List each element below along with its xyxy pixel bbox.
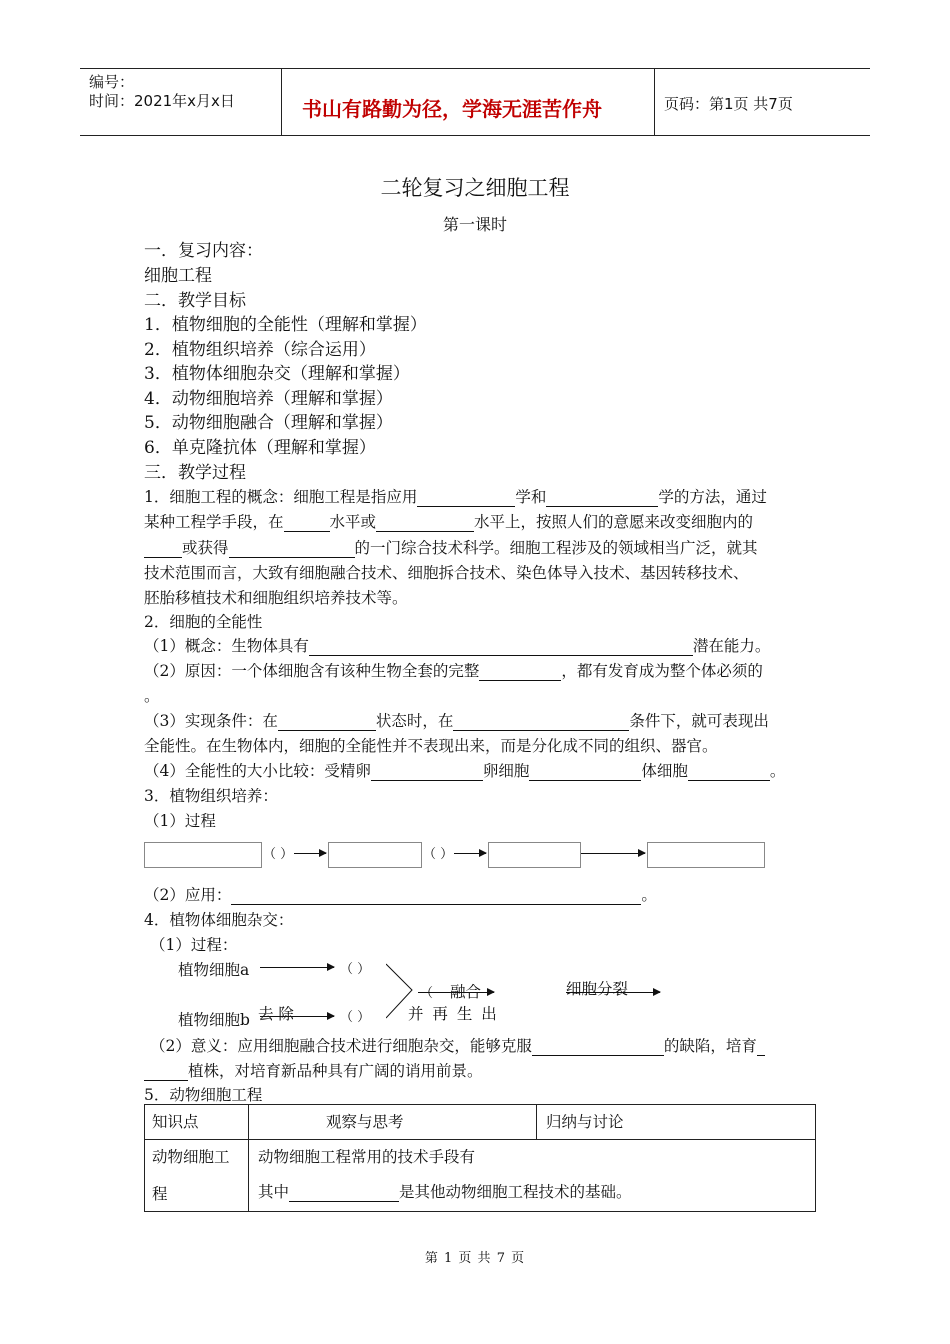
arrow-cell-a (260, 967, 334, 968)
concept-line-1: 1．细胞工程的概念：细胞工程是指应用 学和 学的方法，通过 (144, 488, 767, 506)
doc-title: 二轮复习之细胞工程 (380, 176, 570, 200)
totipotency-heading: 2．细胞的全能性 (144, 613, 263, 631)
goal-item: 4．动物细胞培养（理解和掌握） (144, 389, 393, 409)
paren-c: （ (420, 986, 434, 1001)
hybridization-process-label: （1）过程： (150, 936, 238, 954)
code-label: 编号： (89, 73, 135, 91)
animal-cell-heading: 5．动物细胞工程 (144, 1086, 263, 1104)
doc-subtitle: 第一课时 (442, 215, 507, 234)
table-row-label-1: 动物细胞工 (152, 1148, 230, 1166)
section-1-body: 细胞工程 (144, 266, 212, 286)
concept-line-5: 胚胎移植技术和细胞组织培养技术等。 (144, 589, 408, 607)
plant-cell-b: 植物细胞b (178, 1011, 250, 1029)
page-info: 页码：第1页 共7页 (664, 95, 793, 113)
table-header-observe: 观察与思考 (326, 1113, 404, 1131)
regenerate-label: 并 再 生 出 (408, 1005, 499, 1023)
paren-b: （ ） (340, 1010, 371, 1025)
paren-a: （ ） (340, 962, 371, 977)
table-header-knowledge: 知识点 (152, 1113, 199, 1131)
concept-line-3: 或获得 的一门综合技术科学。细胞工程涉及的领域相当广泛，就其 (144, 536, 758, 558)
flow-box-2 (328, 842, 422, 868)
goal-item: 6．单克隆抗体（理解和掌握） (144, 438, 376, 458)
totipotency-compare: （4）全能性的大小比较：受精卵 卵细胞 体细胞 。 (144, 762, 786, 780)
goal-item: 5．动物细胞融合（理解和掌握） (144, 413, 393, 433)
footer-page-number: 第 1 页 共 7 页 (424, 1251, 526, 1266)
motto: 书山有路勤为径，学海无涯苦作舟 (302, 97, 602, 121)
cell-division-label: 细胞分裂 (566, 980, 629, 998)
hybridization-significance-cont: 植株，对培育新品种具有广阔的诮用前景。 (144, 1059, 483, 1081)
table-row-text-1: 动物细胞工程常用的技术手段有 (258, 1148, 476, 1166)
hybridization-heading: 4．植物体细胞杂交： (144, 911, 294, 929)
table-row-text-2: 其中 是其他动物细胞工程技术的基础。 (258, 1183, 632, 1201)
section-2-heading: 二．教学目标 (144, 291, 246, 311)
fusion-label: 融合 (450, 983, 482, 1001)
totipotency-reason-end: 。 (144, 687, 160, 705)
plant-cell-a: 植物细胞a (178, 961, 250, 979)
goal-item: 1．植物细胞的全能性（理解和掌握） (144, 315, 427, 335)
flow-arrow-3 (581, 853, 645, 854)
tissue-culture-application: （2）应用： 。 (144, 886, 657, 904)
totipotency-reason: （2）原因：一个体细胞含有该种生物全套的完整 ，都有发育成为整个体必须的 (144, 662, 763, 680)
totipotency-conditions: （3）实现条件：在 状态时，在 条件下，就可表现出 (144, 712, 769, 730)
hybridization-significance: （2）意义：应用细胞融合技术进行细胞杂交，能够克服 的缺陷，培育 (150, 1034, 765, 1056)
tissue-culture-heading: 3．植物组织培养： (144, 787, 278, 805)
flow-box-1 (144, 842, 262, 868)
totipotency-concept: （1）概念：生物体具有 潜在能力。 (144, 637, 771, 655)
arrow-cell-b (260, 1016, 334, 1017)
totipotency-conditions-cont: 全能性。在生物体内，细胞的全能性并不表现出来，而是分化成不同的组织、器官。 (144, 737, 718, 755)
goal-item: 3．植物体细胞杂交（理解和掌握） (144, 364, 410, 384)
tissue-culture-process-label: （1）过程 (144, 812, 216, 830)
goal-item: 2．植物组织培养（综合运用） (144, 340, 376, 360)
flow-paren-1: （ ） (262, 843, 294, 862)
concept-line-4: 技术范围而言，大致有细胞融合技术、细胞拆合技术、染色体导入技术、基因转移技术、 (144, 564, 749, 582)
remove-label: 去 除 (258, 1005, 294, 1023)
section-3-heading: 三．教学过程 (144, 463, 246, 483)
table-header-summary: 归纳与讨论 (546, 1113, 624, 1131)
section-1-heading: 一．复习内容： (144, 241, 263, 261)
flow-box-4 (647, 842, 765, 868)
concept-line-2: 某种工程学手段，在 水平或 水平上，按照人们的意愿来改变细胞内的 (144, 513, 754, 531)
table-row-label-2: 程 (152, 1185, 168, 1203)
flow-paren-2: （ ） (422, 843, 454, 862)
flow-box-3 (488, 842, 581, 868)
time-label: 时间：2021年x月x日 (89, 92, 235, 110)
arrow-division (566, 992, 660, 993)
